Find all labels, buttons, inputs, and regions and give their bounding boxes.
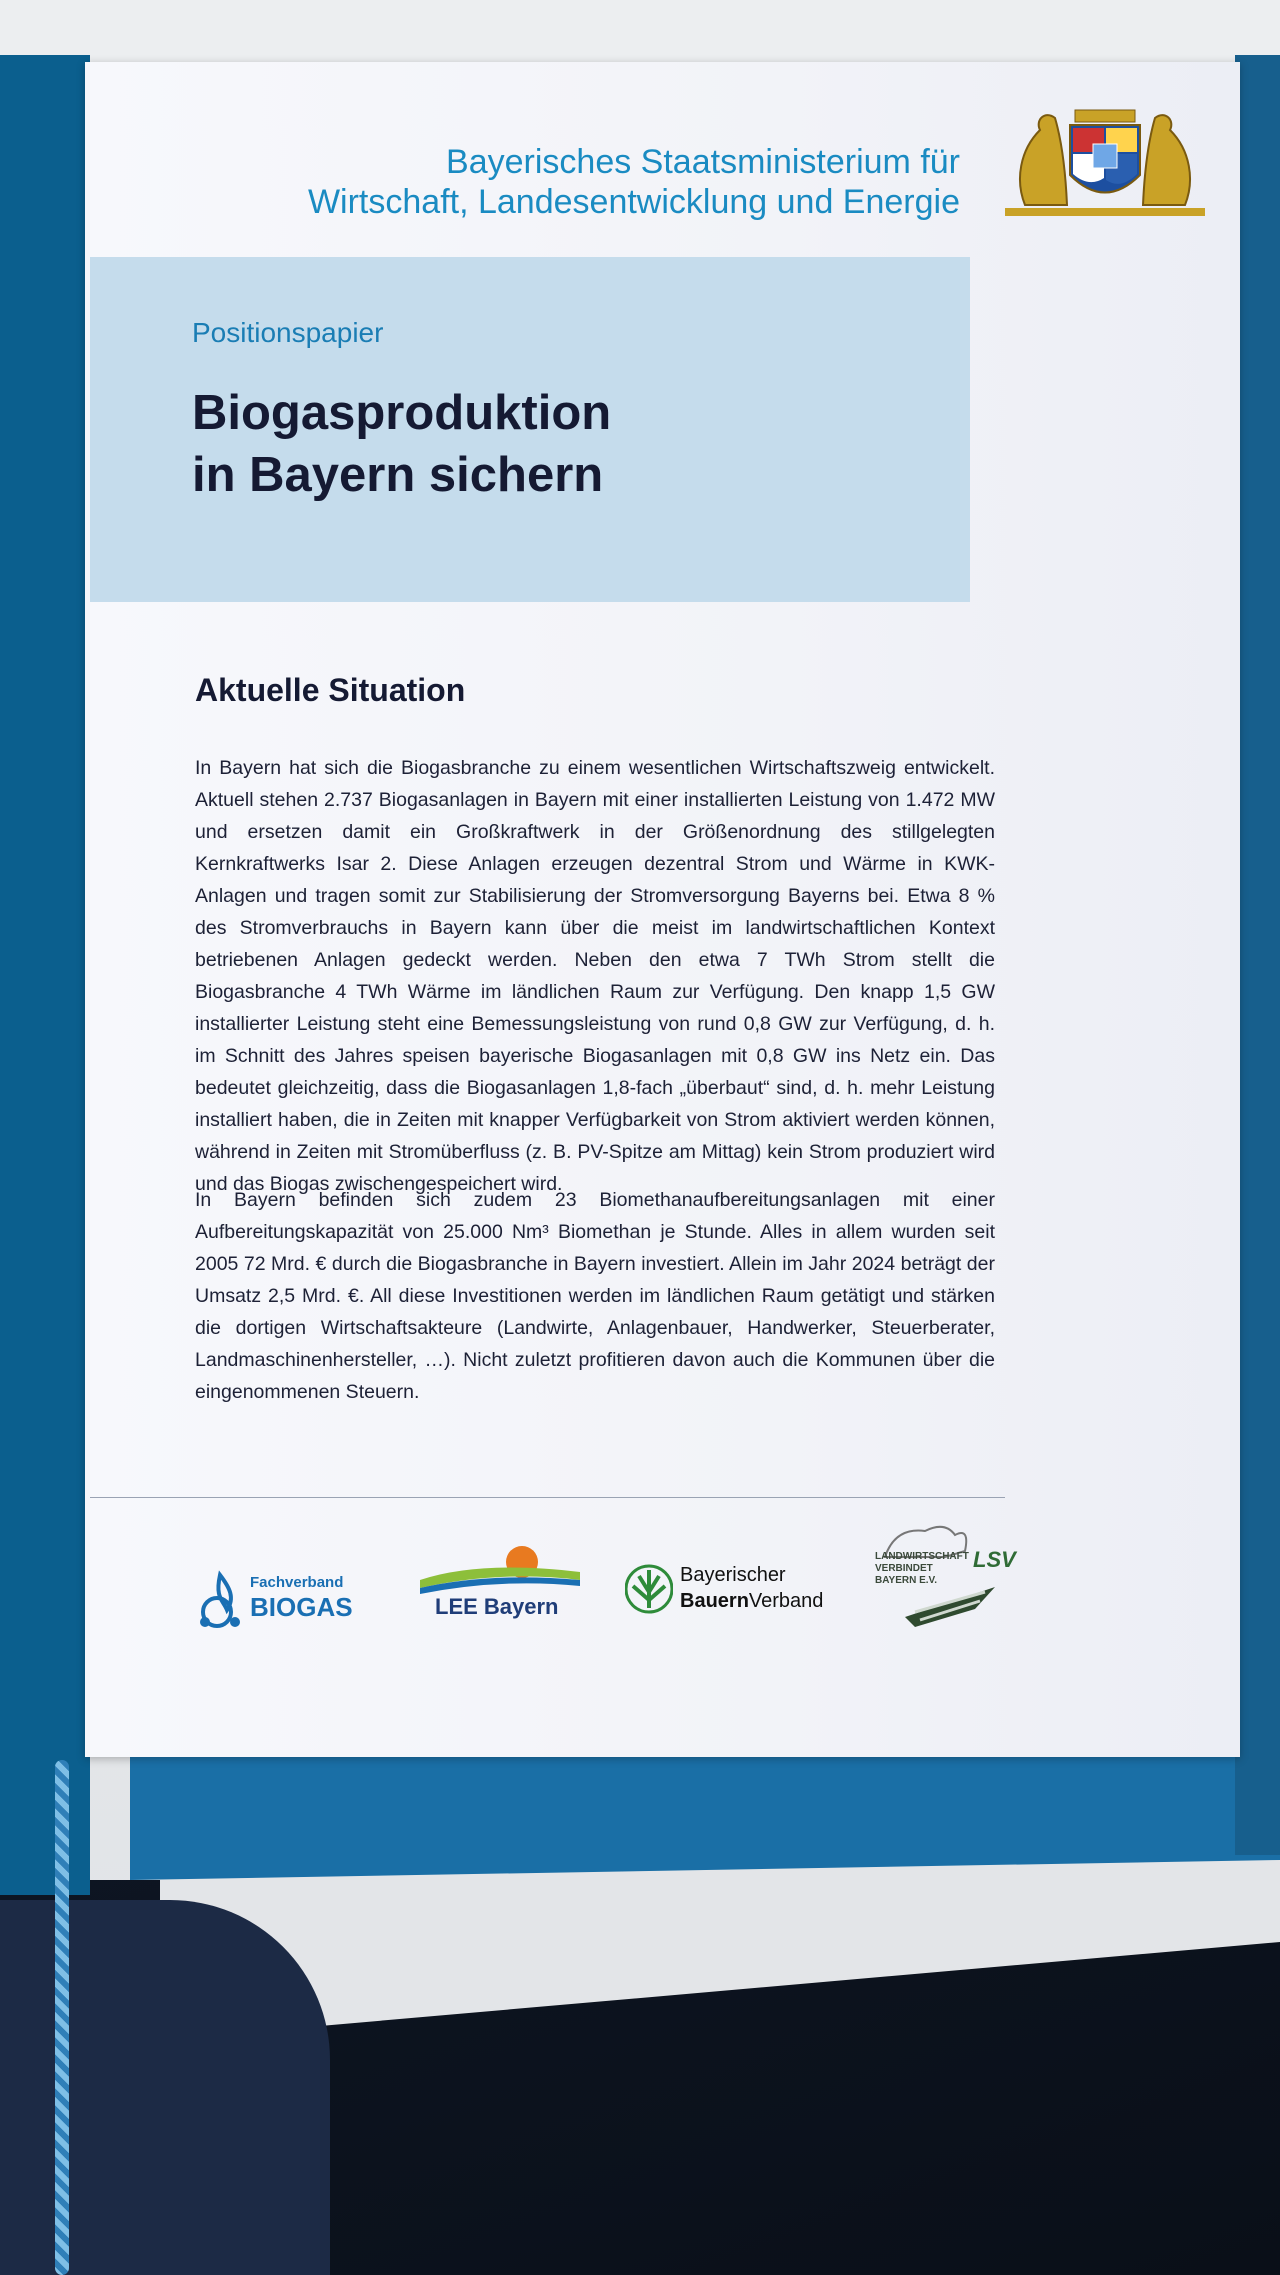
- bayerischer-bauernverband-logo: [625, 1552, 855, 1632]
- lee-bayern-logo: [420, 1542, 595, 1642]
- lee-logo-text: LEE Bayern: [435, 1594, 559, 1619]
- folder-left-flap: [0, 55, 90, 1895]
- ministry-line-2: Wirtschaft, Landesentwicklung und Energie: [307, 183, 960, 221]
- title-line-2: in Bayern sichern: [192, 448, 604, 502]
- document-type: Positionspapier: [192, 317, 384, 348]
- bavarian-coat-of-arms-icon: [1005, 100, 1205, 220]
- body-paragraph-2: In Bayern befinden sich zudem 23 Biomethanaufbereitungsanlagen mit einer Aufbereitungskapazität von 25.000 Nm³ Biomethan je Stunde. Alles in allem wurden seit 2005 72 Mrd. € durch die Biogasbranche in Bayern investiert. Allein im Jahr 2024 beträgt der Umsatz 2,5 Mrd. €. All diese Investitionen werden im ländlichen Raum getätigt und stärken die dortigen Wirtschaftsakteure (Landwirte, Anlagenbauer, Handwerker, Steuerberater, Landmaschinenhersteller, …). Nicht zuletzt profitieren davon auch die Kommunen über die eingenommenen Steuern.: [195, 1189, 995, 1403]
- wheat-icon: [625, 1562, 673, 1616]
- biogas-logo-big-text: BIOGAS: [250, 1592, 353, 1622]
- section-heading: Aktuelle Situation: [195, 672, 466, 708]
- lee-sun-wave-icon: [420, 1542, 595, 1602]
- folder-cord: [55, 1760, 69, 2275]
- ministry-line-1: Bayerisches Staatsministerium für: [446, 143, 960, 181]
- biogas-logo-small-text: Fachverband: [250, 1574, 344, 1591]
- fachverband-biogas-logo: [195, 1562, 365, 1642]
- lsv-logo: [875, 1517, 1025, 1647]
- lsv-tagline: LANDWIRTSCHAFT VERBINDET BAYERN E.V.: [875, 1551, 969, 1586]
- hand-shadow: [0, 1900, 330, 2275]
- folder-right-edge: [1235, 55, 1280, 1855]
- bbv-bold: Bauern: [680, 1590, 749, 1612]
- document-title: [192, 382, 611, 506]
- lsv-wordmark: LSV: [973, 1547, 1016, 1572]
- biogas-flame-icon: [195, 1570, 245, 1630]
- ministry-title: [308, 142, 960, 222]
- divider: [90, 1497, 1005, 1498]
- bbv-line-2: [680, 1590, 823, 1613]
- document-sheet: [85, 62, 1240, 1757]
- bbv-line-1: Bayerischer: [680, 1564, 786, 1586]
- body-paragraph-1: In Bayern hat sich die Biogasbranche zu einem wesentlichen Wirtschaftszweig entwickelt. Aktuell stehen 2.737 Biogasanlagen in Bayern mit einer installierten Leistung von 1.472 MW und ersetzen damit ein Großkraftwerk in der Größenordnung des stillgelegten Kernkraftwerks Isar 2. Diese Anlagen erzeugen dezentral Strom und Wärme in KWK-Anlagen und tragen somit zur Stabilisierung der Stromversorgung Bayerns bei. Etwa 8 % des Stromverbrauchs in Bayern kann über die meist im landwirtschaftlichen Kontext betriebenen Anlagen gedeckt werden. Neben den etwa 7 TWh Strom stellt die Biogasbranche 4 TWh Wärme im ländlichen Raum zur Verfügung. Den knapp 1,5 GW installierter Leistung steht eine Bemessungsleistung von rund 0,8 GW zur Verfügung, d. h. im Schnitt des Jahres speisen bayerische Biogasanlagen mit 0,8 GW ins Netz ein. Das bedeutet gleichzeitig, dass die Biogasanlagen 1,8-fach „überbaut“ sind, d. h. mehr Leistung installiert haben, die in Zeiten mit knapper Verfügbarkeit von Strom aktiviert werden können, während in Zeiten mit Stromüberfluss (z. B. PV-Spitze am Mittag) kein Strom produziert wird und das Biogas zwischengespeichert wird.: [195, 757, 995, 1195]
- title-line-1: Biogasproduktion: [192, 386, 612, 440]
- bbv-rest: Verband: [748, 1590, 824, 1612]
